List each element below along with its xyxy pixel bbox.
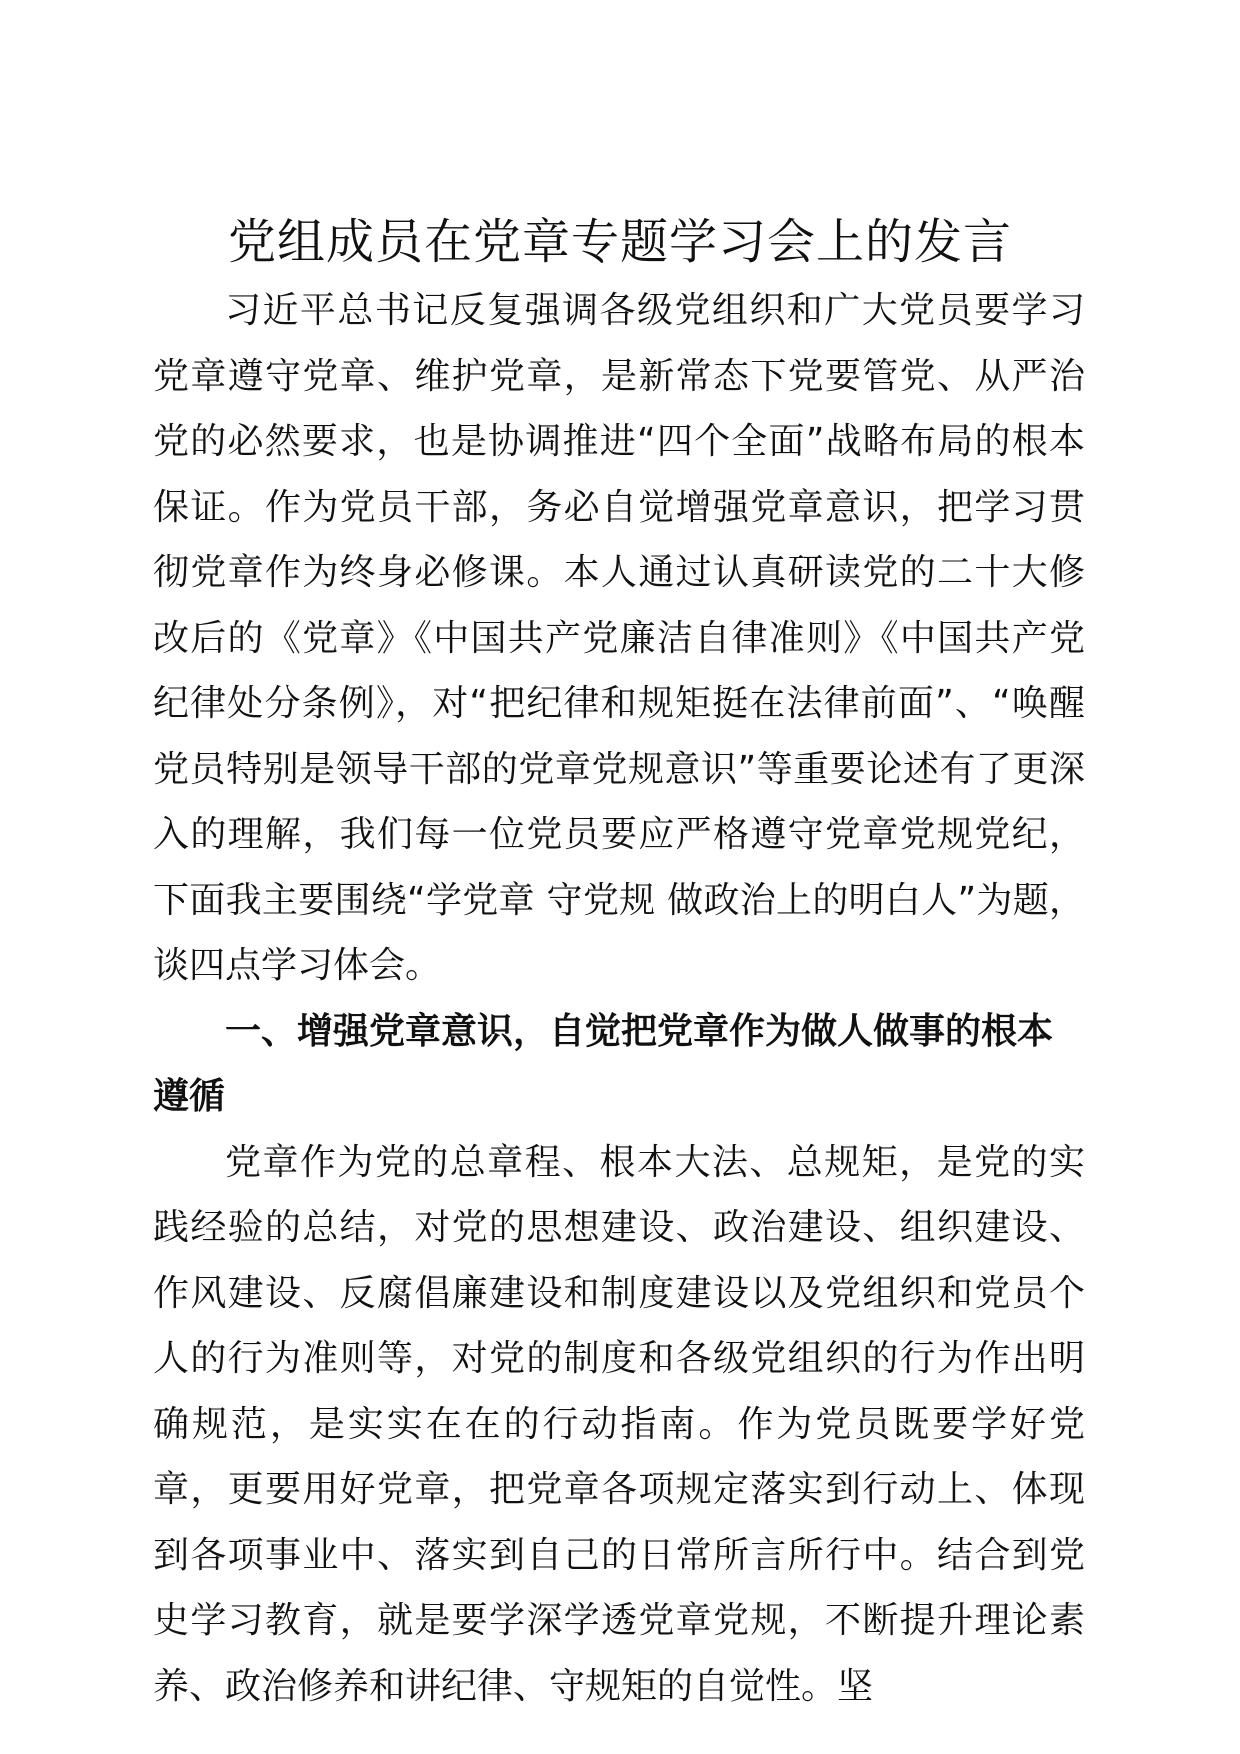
section-1-paragraph: 党章作为党的总章程、根本大法、总规矩，是党的实践经验的总结，对党的思想建设、政治建设、组织建设、作风建设、反腐倡廉建设和制度建设以及党组织和党员个人的行为准则等，对党的制度和各级党组织的行为作出明确规范，是实实在在的行动指南。作为党员既要学好党章，更要用好党章，把党章各项规定落实到行动上、体现到各项事业中、落实到自己的日常所言所行中。结合到党史学习教育，就是要学深学透党章党规，不断提升理论素养、政治修养和讲纪律、守规矩的自觉性。坚 (153, 1141, 1085, 1707)
intro-paragraph: 习近平总书记反复强调各级党组织和广大党员要学习党章遵守党章、维护党章，是新常态下党要管党、从严治党的必然要求，也是协调推进“四个全面”战略布局的根本保证。作为党员干部，务必自觉增强党章意识，把学习贯彻党章作为终身必修课。本人通过认真研读党的二十大修改后的《党章》《中国共产党廉洁自律准则》《中国共产党纪律处分条例》，对“把纪律和规矩挺在法律前面”、“唤醒党员特别是领导干部的党章党规意识”等重要论述有了更深入的理解，我们每一位党员要应严格遵守党章党规党纪，下面我主要围绕“学党章 守党规 做政治上的明白人”为题，谈四点学习体会。 (153, 290, 1085, 986)
document-title: 党组成员在党章专题学习会上的发言 (227, 214, 1012, 270)
document-body (153, 278, 1085, 1719)
section-1-heading: 一、增强党章意识，自觉把党章作为做人做事的根本遵循 (153, 1010, 1054, 1117)
